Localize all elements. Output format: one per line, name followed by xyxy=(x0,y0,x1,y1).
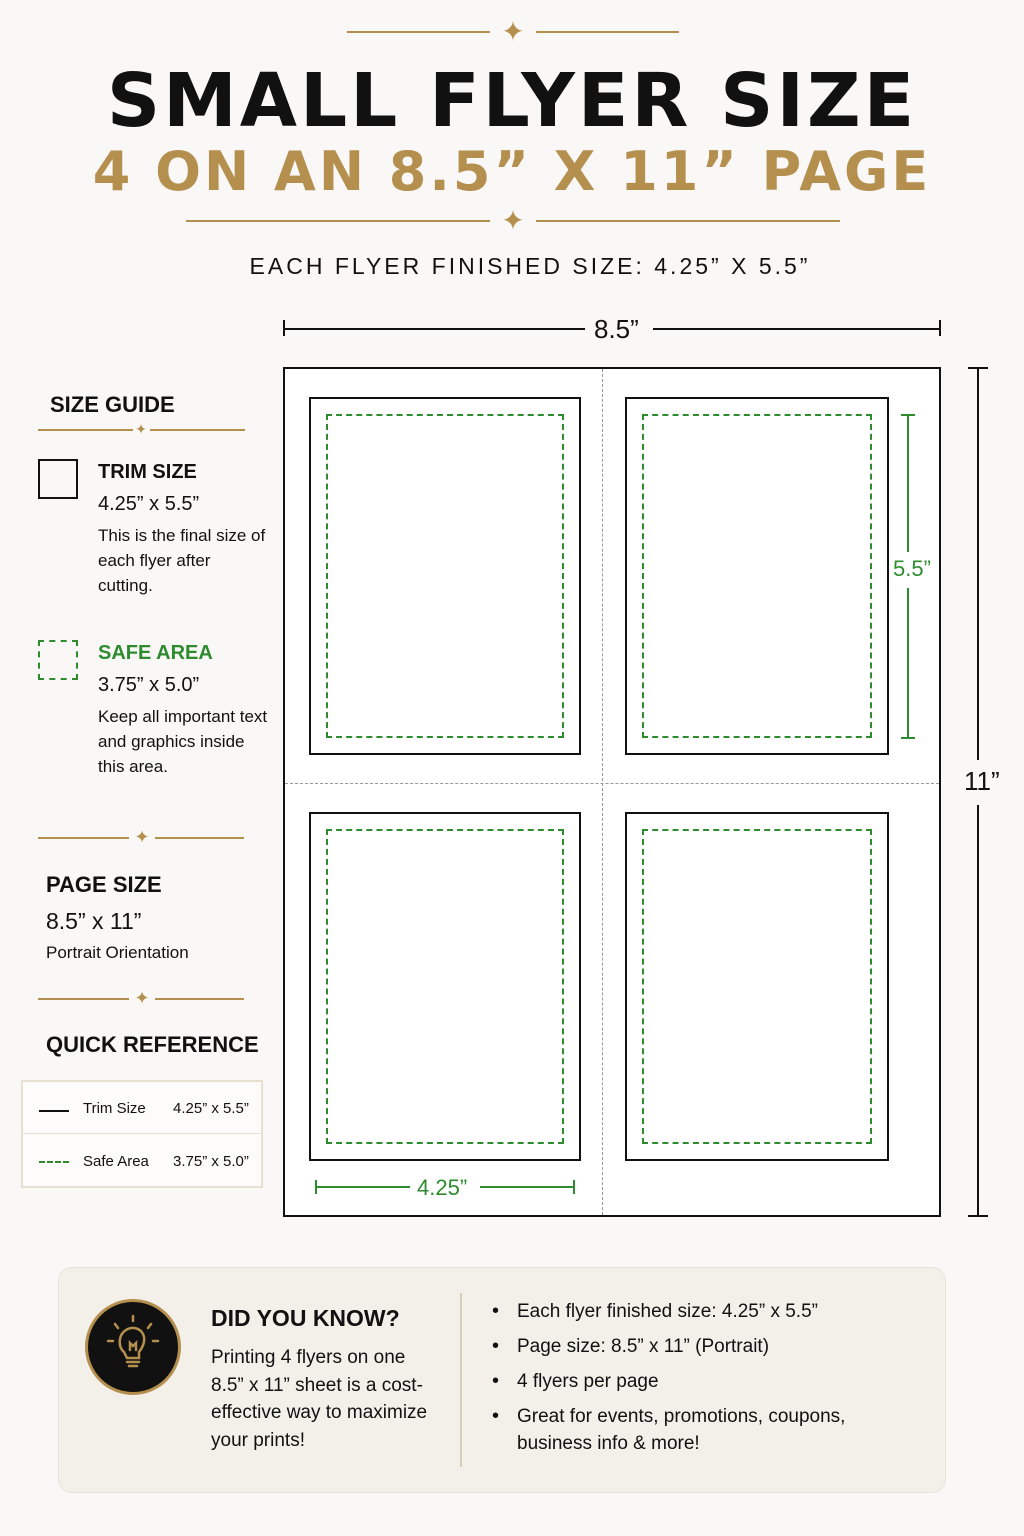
page-height-line-top xyxy=(977,367,979,760)
list-item: • Each flyer finished size: 4.25” x 5.5” xyxy=(492,1298,922,1325)
dashed-line-icon xyxy=(39,1161,69,1163)
size-guide-divider-left xyxy=(38,429,133,431)
flyer-height-line-bottom xyxy=(907,588,909,738)
safe-area-top-left xyxy=(326,414,564,738)
list-item: • 4 flyers per page xyxy=(492,1368,922,1395)
page-orientation: Portrait Orientation xyxy=(46,943,189,962)
quick-ref-divider-left xyxy=(38,998,129,1000)
flyer-bottom-right xyxy=(625,812,889,1161)
quick-reference-table xyxy=(21,1080,263,1188)
page-size-star-icon: ✦ xyxy=(134,827,150,848)
flyer-height-cap-bottom xyxy=(901,737,915,739)
page-width-line-left xyxy=(283,328,585,330)
finished-size-caption: EACH FLYER FINISHED SIZE: 4.25” X 5.5” xyxy=(249,253,811,279)
safe-area-heading: SAFE AREA xyxy=(98,642,213,664)
safe-area-bottom-right xyxy=(642,829,872,1144)
page-subtitle: 4 ON AN 8.5” X 11” PAGE xyxy=(92,140,932,203)
page-height-label: 11” xyxy=(964,766,1000,796)
quick-ref-divider-right xyxy=(155,998,244,1000)
page-width-line-right xyxy=(653,328,941,330)
flyer-height-line-top xyxy=(907,414,909,552)
safe-area-description: Keep all important text and graphics inside this area. xyxy=(98,707,268,776)
flyer-width-cap-right xyxy=(573,1180,575,1194)
flyer-width-line-right xyxy=(480,1186,574,1188)
page-size-heading: PAGE SIZE xyxy=(46,872,162,897)
page-size-divider-right xyxy=(155,837,244,839)
size-guide-star-icon: ✦ xyxy=(135,422,147,438)
quick-ref-value: 4.25” x 5.5” xyxy=(173,1100,249,1117)
card-divider xyxy=(460,1293,462,1467)
safe-area-bottom-left xyxy=(326,829,564,1144)
list-item: • Page size: 8.5” x 11” (Portrait) xyxy=(492,1333,922,1360)
trim-size-swatch-icon xyxy=(38,459,78,499)
quick-ref-label: Trim Size xyxy=(83,1100,146,1117)
page-title: SMALL FLYER SIZE xyxy=(106,58,918,144)
solid-line-icon xyxy=(39,1110,69,1112)
safe-area-value: 3.75” x 5.0” xyxy=(98,674,200,696)
title-divider-star-icon: ✦ xyxy=(501,204,525,237)
facts-list xyxy=(492,1298,922,1465)
quick-ref-label: Safe Area xyxy=(83,1153,149,1170)
quick-ref-star-icon: ✦ xyxy=(134,988,150,1009)
trim-size-value: 4.25” x 5.5” xyxy=(98,493,200,515)
top-ornament-line-right xyxy=(536,31,679,33)
page-size-value: 8.5” x 11” xyxy=(46,908,142,934)
top-ornament-line-left xyxy=(347,31,490,33)
horizontal-cut-line xyxy=(285,783,939,784)
size-guide-divider-right xyxy=(150,429,245,431)
safe-area-swatch-icon xyxy=(38,640,78,680)
safe-area-top-right xyxy=(642,414,872,738)
top-ornament-star-icon: ✦ xyxy=(501,15,525,48)
page-width-label: 8.5” xyxy=(594,314,639,344)
title-divider-right xyxy=(536,220,840,222)
flyer-bottom-left xyxy=(309,812,581,1161)
quick-ref-row-safe xyxy=(23,1135,261,1187)
page-size-divider-left xyxy=(38,837,129,839)
did-you-know-body: Printing 4 flyers on one 8.5” x 11” sheet is a cost-effective way to maximize your prints! xyxy=(211,1347,428,1451)
title-divider-left xyxy=(186,220,490,222)
quick-ref-row-trim xyxy=(23,1082,261,1134)
flyer-width-label: 4.25” xyxy=(417,1175,468,1200)
lightbulb-icon xyxy=(85,1299,181,1395)
flyer-top-left xyxy=(309,397,581,755)
page-height-line-bottom xyxy=(977,805,979,1216)
flyer-width-line-left xyxy=(315,1186,410,1188)
page-height-cap-bottom xyxy=(968,1215,988,1217)
list-item: • Great for events, promotions, coupons, business info & more! xyxy=(492,1403,922,1457)
vertical-cut-line xyxy=(602,369,603,1215)
flyer-height-label: 5.5” xyxy=(893,556,931,581)
trim-size-heading: TRIM SIZE xyxy=(98,461,197,483)
page-width-cap-right xyxy=(939,320,941,336)
did-you-know-heading: DID YOU KNOW? xyxy=(211,1305,400,1331)
trim-size-description: This is the final size of each flyer after cutting. xyxy=(98,526,266,595)
quick-ref-value: 3.75” x 5.0” xyxy=(173,1153,249,1170)
quick-reference-heading: QUICK REFERENCE xyxy=(46,1032,259,1057)
size-guide-heading: SIZE GUIDE xyxy=(50,392,175,417)
flyer-top-right xyxy=(625,397,889,755)
